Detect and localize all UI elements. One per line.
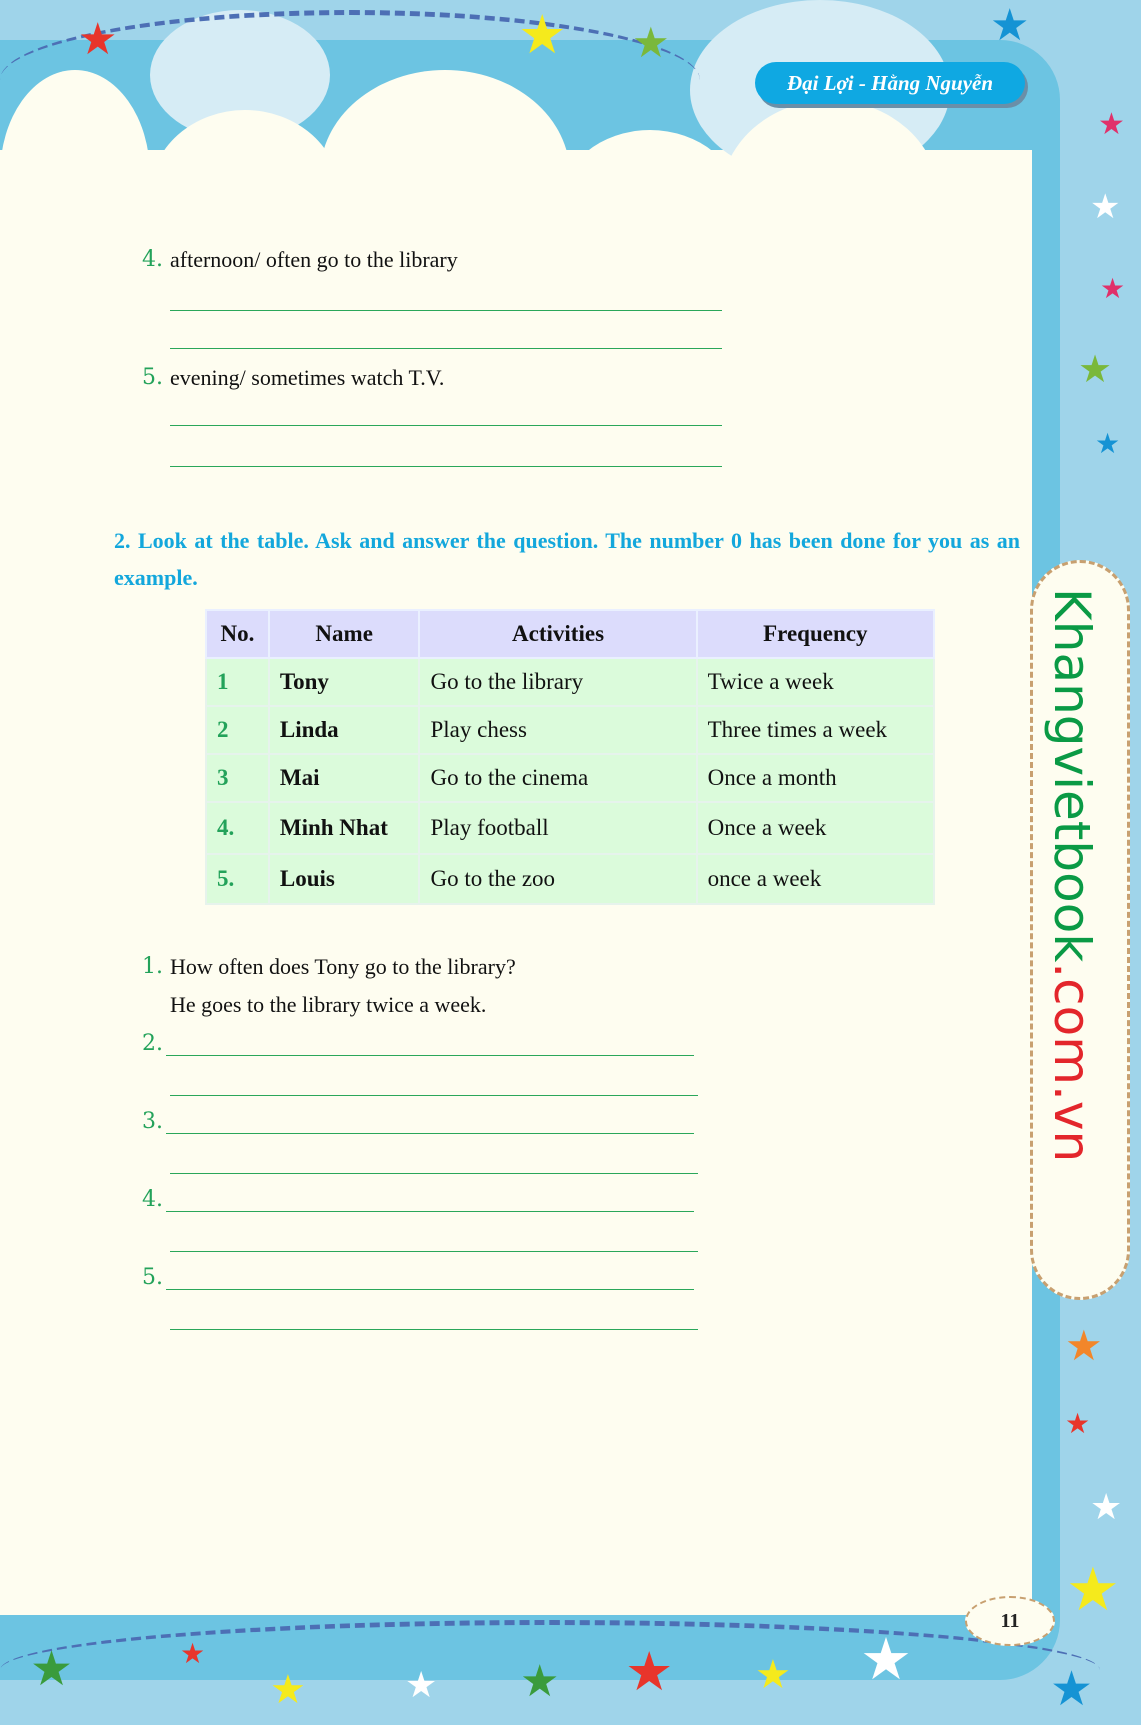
item-number: 4. bbox=[142, 247, 163, 272]
row-number: 3 bbox=[206, 754, 269, 802]
star-icon: ★ bbox=[1090, 1487, 1123, 1528]
exercise-heading: 2. Look at the table. Ask and answer the question. The number 0 has been done for you as an example. bbox=[114, 528, 1020, 590]
answer-line[interactable] bbox=[170, 310, 722, 311]
cloud bbox=[900, 150, 1030, 300]
header-frequency: Frequency bbox=[697, 610, 934, 658]
answer-line[interactable] bbox=[170, 1173, 698, 1174]
answer-line[interactable] bbox=[166, 1055, 694, 1056]
table-row bbox=[206, 754, 934, 802]
table-row bbox=[206, 658, 934, 706]
star-icon: ★ bbox=[405, 1665, 438, 1706]
row-number: 5. bbox=[206, 854, 269, 904]
item-number: 2. bbox=[142, 1031, 163, 1056]
row-name: Linda bbox=[269, 706, 420, 754]
author-badge: Đại Lợi - Hằng Nguyễn bbox=[755, 62, 1025, 104]
star-icon: ★ bbox=[180, 1637, 206, 1670]
table-row bbox=[206, 802, 934, 854]
star-icon: ★ bbox=[270, 1667, 306, 1713]
prompt-text: afternoon/ often go to the library bbox=[170, 247, 458, 272]
table-row bbox=[206, 706, 934, 754]
row-activity: Go to the library bbox=[419, 658, 696, 706]
row-name: Louis bbox=[269, 854, 420, 904]
star-icon: ★ bbox=[1095, 427, 1121, 460]
star-icon: ★ bbox=[1066, 1555, 1120, 1625]
row-activity: Go to the zoo bbox=[419, 854, 696, 904]
star-icon: ★ bbox=[1065, 1407, 1091, 1440]
watermark-main: Khangvietbook bbox=[1043, 588, 1101, 963]
star-icon: ★ bbox=[990, 0, 1030, 51]
item-number: 1. bbox=[142, 954, 163, 979]
answer-line[interactable] bbox=[170, 1329, 698, 1330]
row-activity: Go to the cinema bbox=[419, 754, 696, 802]
example-question: How often does Tony go to the library? bbox=[170, 954, 516, 979]
answer-line[interactable] bbox=[170, 1251, 698, 1252]
star-icon: ★ bbox=[860, 1625, 912, 1693]
row-name: Mai bbox=[269, 754, 420, 802]
answer-line[interactable] bbox=[166, 1289, 694, 1290]
watermark-suffix: .com.vn bbox=[1043, 962, 1101, 1163]
row-number: 4. bbox=[206, 802, 269, 854]
cloud bbox=[560, 130, 740, 280]
row-frequency: Once a week bbox=[697, 802, 934, 854]
item-number: 5. bbox=[142, 1265, 163, 1290]
table-header-row bbox=[206, 610, 934, 658]
star-icon: ★ bbox=[1098, 107, 1125, 142]
activity-table bbox=[205, 609, 935, 905]
header-name: Name bbox=[269, 610, 420, 658]
table-row bbox=[206, 854, 934, 904]
answer-line[interactable] bbox=[170, 348, 722, 349]
item-number: 5. bbox=[142, 365, 163, 390]
item-number: 4. bbox=[142, 1187, 163, 1212]
row-number: 2 bbox=[206, 706, 269, 754]
star-icon: ★ bbox=[1090, 187, 1121, 227]
answer-line[interactable] bbox=[166, 1133, 694, 1134]
row-frequency: Three times a week bbox=[697, 706, 934, 754]
row-frequency: Twice a week bbox=[697, 658, 934, 706]
page-number: 11 bbox=[965, 1596, 1055, 1646]
star-icon: ★ bbox=[518, 3, 567, 66]
star-icon: ★ bbox=[78, 14, 118, 65]
star-icon: ★ bbox=[1050, 1661, 1094, 1717]
row-activity: Play football bbox=[419, 802, 696, 854]
row-number: 1 bbox=[206, 658, 269, 706]
prompt-text: evening/ sometimes watch T.V. bbox=[170, 365, 445, 390]
star-icon: ★ bbox=[1078, 347, 1113, 391]
answer-line[interactable] bbox=[170, 1095, 698, 1096]
star-icon: ★ bbox=[755, 1652, 791, 1698]
star-icon: ★ bbox=[520, 1656, 560, 1707]
star-icon: ★ bbox=[1065, 1321, 1103, 1370]
example-answer: He goes to the library twice a week. bbox=[170, 992, 487, 1017]
star-icon: ★ bbox=[625, 1640, 674, 1703]
row-activity: Play chess bbox=[419, 706, 696, 754]
row-name: Minh Nhat bbox=[269, 802, 420, 854]
answer-line[interactable] bbox=[170, 466, 722, 467]
header-activities: Activities bbox=[419, 610, 696, 658]
row-name: Tony bbox=[269, 658, 420, 706]
answer-line[interactable] bbox=[166, 1211, 694, 1212]
watermark-text bbox=[1042, 588, 1102, 1162]
item-number: 3. bbox=[142, 1109, 163, 1134]
star-icon: ★ bbox=[1100, 272, 1126, 305]
row-frequency: Once a month bbox=[697, 754, 934, 802]
star-icon: ★ bbox=[632, 18, 670, 67]
row-frequency: once a week bbox=[697, 854, 934, 904]
answer-line[interactable] bbox=[170, 425, 722, 426]
star-icon: ★ bbox=[30, 1641, 74, 1697]
header-no: No. bbox=[206, 610, 269, 658]
